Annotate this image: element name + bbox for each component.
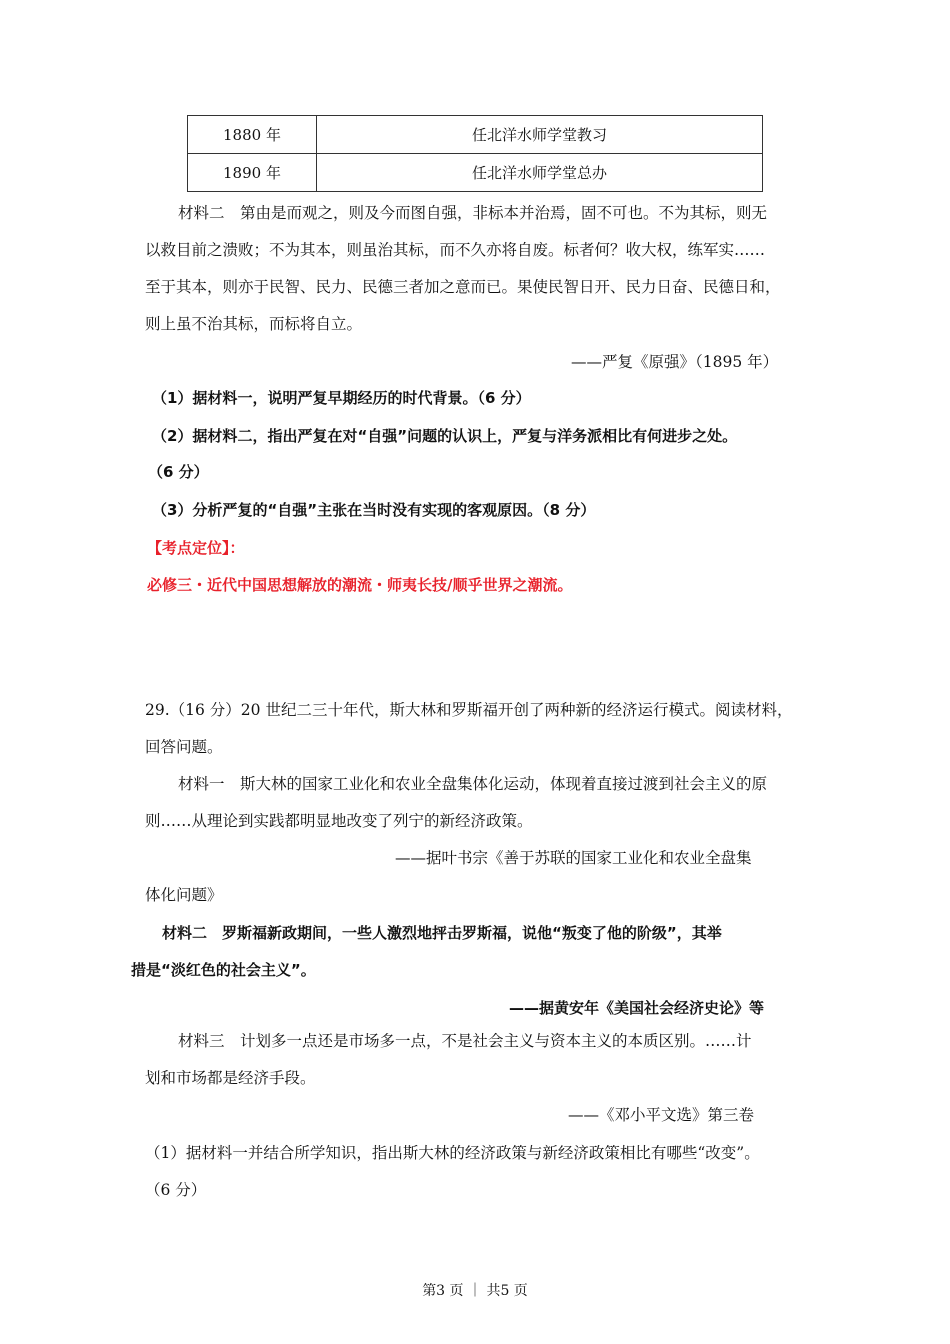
material-3-line: 材料三 计划多一点还是市场多一点，不是社会主义与资本主义的本质区别。……计 (178, 1032, 752, 1050)
material-2-source: ——据黄安年《美国社会经济史论》等 (509, 999, 765, 1017)
timeline-table (187, 115, 763, 192)
material-1-source: 体化问题》 (145, 886, 223, 904)
question-28-3: （3）分析严复的“自强”主张在当时没有实现的客观原因。（8 分） (152, 501, 596, 519)
material-2-line: 至于其本，则亦于民智、民力、民德三者加之意而已。果使民智日开、民力日奋、民德日和， (145, 278, 781, 296)
question-28-1: （1）据材料一，说明严复早期经历的时代背景。（6 分） (152, 389, 531, 407)
material-3-source: ——《邓小平文选》第三卷 (568, 1106, 755, 1124)
question-29-1-score: （6 分） (145, 1181, 207, 1199)
table-year-cell: 1890 年 (188, 154, 317, 192)
material-2-line: 材料二 第由是而观之，则及今而图自强，非标本并治焉，固不可也。不为其标，则无 (178, 204, 768, 222)
table-row (188, 116, 763, 154)
material-3-line: 划和市场都是经济手段。 (145, 1069, 316, 1087)
material-2-line: 材料二 罗斯福新政期间，一些人激烈地抨击罗斯福，说他“叛变了他的阶级”，其举 (162, 924, 722, 942)
material-1-source: ——据叶书宗《善于苏联的国家工业化和农业全盘集 (395, 849, 752, 867)
table-row (188, 154, 763, 192)
material-2-source: ——严复《原强》（1895 年） (571, 353, 779, 371)
material-2-line: 以救目前之溃败；不为其本，则虽治其标，而不久亦将自废。标者何？收大权，练军实…… (145, 241, 766, 259)
table-year-cell: 1880 年 (188, 116, 317, 154)
page-footer: 第3 页 ｜ 共5 页 (422, 1283, 528, 1299)
question-29-intro: 29.（16 分）20 世纪二三十年代，斯大林和罗斯福开创了两种新的经济运行模式。阅读材料， (145, 701, 793, 719)
material-1-line: 则……从理论到实践都明显地改变了列宁的新经济政策。 (145, 812, 533, 830)
material-2-line: 则上虽不治其标，而标将自立。 (145, 315, 363, 333)
exam-point-tag: 【考点定位】： (147, 539, 245, 557)
material-1-line: 材料一 斯大林的国家工业化和农业全盘集体化运动，体现着直接过渡到社会主义的原 (178, 775, 768, 793)
question-28-2-score: （6 分） (148, 463, 209, 481)
exam-point-text: 必修三・近代中国思想解放的潮流・师夷长技/顺乎世界之潮流。 (147, 576, 573, 594)
question-29-1: （1）据材料一并结合所学知识，指出斯大林的经济政策与新经济政策相比有哪些“改变”。 (145, 1144, 760, 1162)
question-29-intro: 回答问题。 (145, 738, 223, 756)
question-28-2: （2）据材料二，指出严复在对“自强”问题的认识上，严复与洋务派相比有何进步之处。 (152, 427, 738, 445)
table-event-cell: 任北洋水师学堂总办 (317, 154, 763, 192)
table-event-cell: 任北洋水师学堂教习 (317, 116, 763, 154)
material-2-line: 措是“淡红色的社会主义”。 (131, 961, 316, 979)
